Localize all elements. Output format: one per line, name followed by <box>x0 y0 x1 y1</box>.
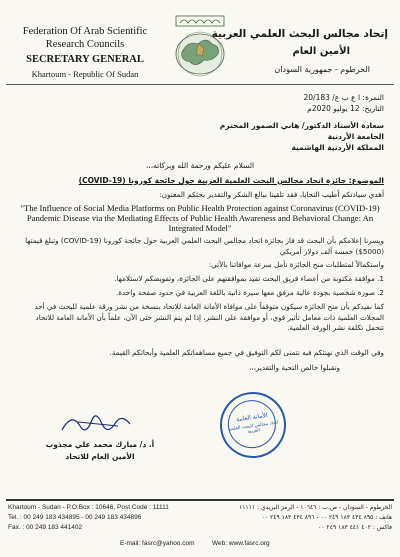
stamp-text-line2: اتحاد مجالس البحث العلمية العربية <box>227 420 279 435</box>
paper-title: "The Influence of Social Media Platforms on Public Health Protection against Coronavirus (COVID-19) Pandemic Disease via the Mediating Effects of Public Health Awareness and Behavioral Change: An Integrated Model" <box>20 203 380 233</box>
congratulations: وفي الوقت الذي نهنئكم فيه نتمنى لكم التوفيق في جميع مساهماتكم العلمية وأبحاثكم القيمة. <box>109 348 384 357</box>
recipient-name: سعادة الأستاذ الدكتور/ هاني الضمور المحترم <box>219 121 384 130</box>
footer-divider <box>6 499 394 501</box>
recipient-university: الجامعة الأردنية <box>327 132 384 141</box>
greeting: السلام عليكم ورحمة الله وبركاته،،، <box>145 161 255 170</box>
stamp-text-line1: الأمانة العامة <box>235 411 269 424</box>
requirement-item-1: 1. موافقة مكتوبة من أعضاء فريق البحث تفيد بموافقتهم على الجائزة، وتفويضكم لاستلامها. <box>114 274 384 283</box>
footer-ar-fax: فاكس : ٤٠٢ ٤٤١ ١٨٣ ٢٤٩ ٠٠ <box>318 524 392 531</box>
reference-number: النمرة: ا ع ب ع/ 20/183 <box>303 93 384 102</box>
footer-en-telephone: Tel. : 00 249 183 434895 - 00 249 183 434896 <box>8 514 142 521</box>
footer-en-fax: Fax. : 00 249 183 441402 <box>8 524 83 531</box>
header-ar-federation-name: إتحاد مجالس البحث العلمي العربية <box>211 28 388 40</box>
requirements-intro: واستكمالاً لمتطلبات منح الجائزة نأمل سرعة موافاتنا بالآتي: <box>208 260 384 269</box>
header-ar-secretary-general: الأمين العام <box>292 46 350 57</box>
recipient-country: المملكة الأردنية الهاشمية <box>291 143 384 152</box>
intro-line: أهدي سيادتكم أطيب التحايا، فقد تلقينا ببالغ الشكر والتقدير بحثكم المعنون: <box>159 190 384 199</box>
letter-date: التاريخ: 12 يوليو 2020م <box>307 104 384 113</box>
award-announcement: ويسرنا إعلامكم بأن البحث قد فاز بجائزة اتحاد مجالس البحث العلمي العربية حول جائحة كورونا (COVID-19) وتبلغ قيمتها (5000$) خمسة ألف دولار أمريكي <box>25 236 384 256</box>
publication-condition: كما نفيدكم بأن منح الجائزة سيكون متوقفاً على موافاة الأمانة العامة للاتحاد بنسخة من نشر ورقة علمية للبحث في أحد المجلات العلمية ذات معامل تأثير قوي، أو موافقة على النشر، إذا لم يتم النشر حتى الآن، علماً بأن الأمانة العامة للاتحاد تتحمل تكلفة نشر الورقة العلمية. <box>34 302 384 332</box>
closing-line: وتقبلوا خالص التحية والتقدير،،، <box>248 363 340 372</box>
footer-website: Web: www.fasrc.org <box>212 540 270 547</box>
handwritten-signature <box>58 408 138 438</box>
footer-ar-address: الخرطوم - السودان - ص.ب : ١٠٦٤٦ - الرمز البريدي : ١١١١١ <box>238 504 392 511</box>
header-ar-location: الخرطوم - جمهورية السودان <box>274 65 370 74</box>
signatory-title: الأمين العام للاتحاد <box>65 452 135 461</box>
footer-ar-telephone: هاتف : ٨٩٥ ٤٣٤ ١٨٣ ٢٤٩ ٠٠ - ٨٩٦ ٤٣٤ ١٨٣ ٢٤٩ ٠٠ <box>261 514 392 521</box>
header-divider <box>6 84 394 85</box>
header-en-name-line2: Research Councils <box>45 39 125 50</box>
signatory-name: أ. د/ مبارك محمد علي مجذوب <box>45 440 155 449</box>
header-en-name-line1: Federation Of Arab Scientific <box>22 26 148 37</box>
footer-email: E-mail: fasrc@yahoo.com <box>120 540 195 547</box>
federation-logo <box>168 14 232 82</box>
header-en-secretary-general: SECRETARY GENERAL <box>26 54 144 65</box>
requirement-item-2: 2. صورة شخصية بجودة عالية مرفق معها سيرة ذاتية باللغة العربية في حدود صفحة واحدة. <box>115 288 384 297</box>
official-stamp <box>216 388 291 463</box>
subject-line: الموضوع: جائزة اتحاد مجالس البحث العلمية العربية حول جائحة كورونا (COVID-19) <box>78 176 384 185</box>
footer-en-address: Khartoum - Sudan - P.O.Box : 10646, Post Code : 11111 <box>8 504 169 511</box>
header-en-location: Khartoum - Republic Of Sudan <box>31 69 139 79</box>
